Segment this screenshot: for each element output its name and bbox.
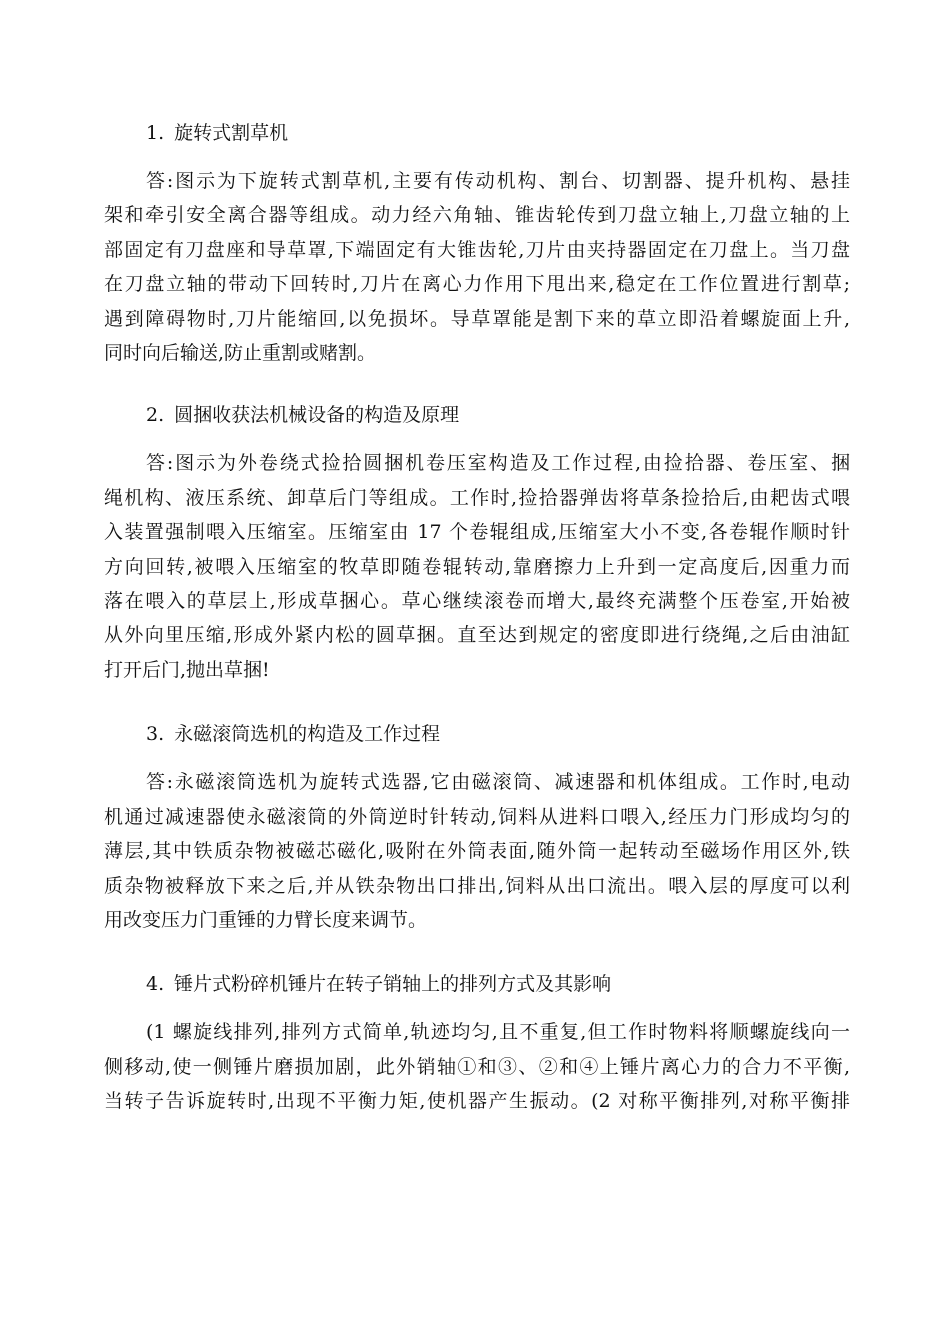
section-heading	[104, 112, 850, 154]
paragraph-line: 薄层,其中铁质杂物被磁芯磁化,吸附在外筒表面,随外筒一起转动至磁场作用区外,铁	[104, 840, 850, 863]
section-number: 4.	[146, 973, 165, 996]
section-3	[104, 713, 850, 937]
answer-paragraph	[104, 446, 850, 687]
paragraph-line: 机通过减速器使永磁滚筒的外筒逆时针转动,饲料从进料口喂入,经压力门形成均匀的	[104, 805, 850, 828]
paragraph-line: 当转子告诉旋转时,出现不平衡力矩,使机器产生振动。(2 对称平衡排列,对称平衡排	[104, 1090, 850, 1113]
paragraph-line: 在刀盘立轴的带动下回转时,刀片在离心力作用下甩出来,稳定在工作位置进行割草;	[104, 273, 850, 296]
answer-paragraph	[104, 164, 850, 370]
paragraph-line: 答:永磁滚筒选机为旋转式选器,它由磁滚筒、减速器和机体组成。工作时,电动	[146, 771, 850, 794]
paragraph-line: 入装置强制喂入压缩室。压缩室由 17 个卷辊组成,压缩室大小不变,各卷辊作顺时针	[104, 521, 850, 544]
section-4	[104, 963, 850, 1118]
section-heading	[104, 713, 850, 755]
section-1	[104, 112, 850, 370]
section-2	[104, 394, 850, 687]
paragraph-line: 遇到障碍物时,刀片能缩回,以免损坏。导草罩能是割下来的草立即沿着螺旋面上升,	[104, 307, 850, 330]
section-title: 旋转式割草机	[174, 122, 289, 144]
paragraph-line: 打开后门,抛出草捆!	[104, 658, 270, 681]
paragraph-line: 质杂物被释放下来之后,并从铁杂物出口排出,饲料从出口流出。喂入层的厚度可以利	[104, 874, 850, 897]
section-number: 1.	[146, 122, 165, 144]
paragraph-line: 同时向后输送,防止重割或赌割。	[104, 342, 377, 365]
paragraph-line: 落在喂入的草层上,形成草捆心。草心继续滚卷而增大,最终充满整个压卷室,开始被	[104, 590, 850, 613]
section-number: 2.	[146, 404, 165, 427]
section-number: 3.	[146, 723, 165, 746]
paragraph-line: 绳机构、液压系统、卸草后门等组成。工作时,捡拾器弹齿将草条捡拾后,由耙齿式喂	[104, 486, 850, 509]
answer-paragraph	[104, 765, 850, 937]
paragraph-line: 侧移动,使一侧锤片磨损加剧，此外销轴①和③、②和④上锤片离心力的合力不平衡,	[104, 1055, 850, 1078]
section-heading	[104, 963, 850, 1005]
section-title: 锤片式粉碎机锤片在转子销轴上的排列方式及其影响	[174, 973, 612, 996]
paragraph-line: 答:图示为下旋转式割草机,主要有传动机构、割台、切割器、提升机构、悬挂	[146, 170, 850, 192]
answer-paragraph	[104, 1015, 850, 1118]
paragraph-line: 用改变压力门重锤的力臂长度来调节。	[104, 908, 428, 931]
paragraph-line: 方向回转,被喂入压缩室的牧草即随卷辊转动,靠磨擦力上升到一定高度后,因重力而	[104, 555, 850, 578]
paragraph-line: 从外向里压缩,形成外紧内松的圆草捆。直至达到规定的密度即进行绕绳,之后由油缸	[104, 624, 850, 647]
document-page	[104, 112, 850, 1137]
paragraph-line: (1 螺旋线排列,排列方式简单,轨迹均匀,且不重复,但工作时物料将顺螺旋线向一	[146, 1021, 850, 1044]
paragraph-line: 部固定有刀盘座和导草罩,下端固定有大锥齿轮,刀片由夹持器固定在刀盘上。当刀盘	[104, 238, 850, 261]
section-title: 永磁滚筒选机的构造及工作过程	[174, 723, 441, 746]
section-title: 圆捆收获法机械设备的构造及原理	[174, 404, 460, 427]
section-heading	[104, 394, 850, 436]
paragraph-line: 架和牵引安全离合器等组成。动力经六角轴、锥齿轮传到刀盘立轴上,刀盘立轴的上	[104, 204, 850, 227]
paragraph-line: 答:图示为外卷绕式捡拾圆捆机卷压室构造及工作过程,由捡拾器、卷压室、捆	[146, 452, 850, 475]
